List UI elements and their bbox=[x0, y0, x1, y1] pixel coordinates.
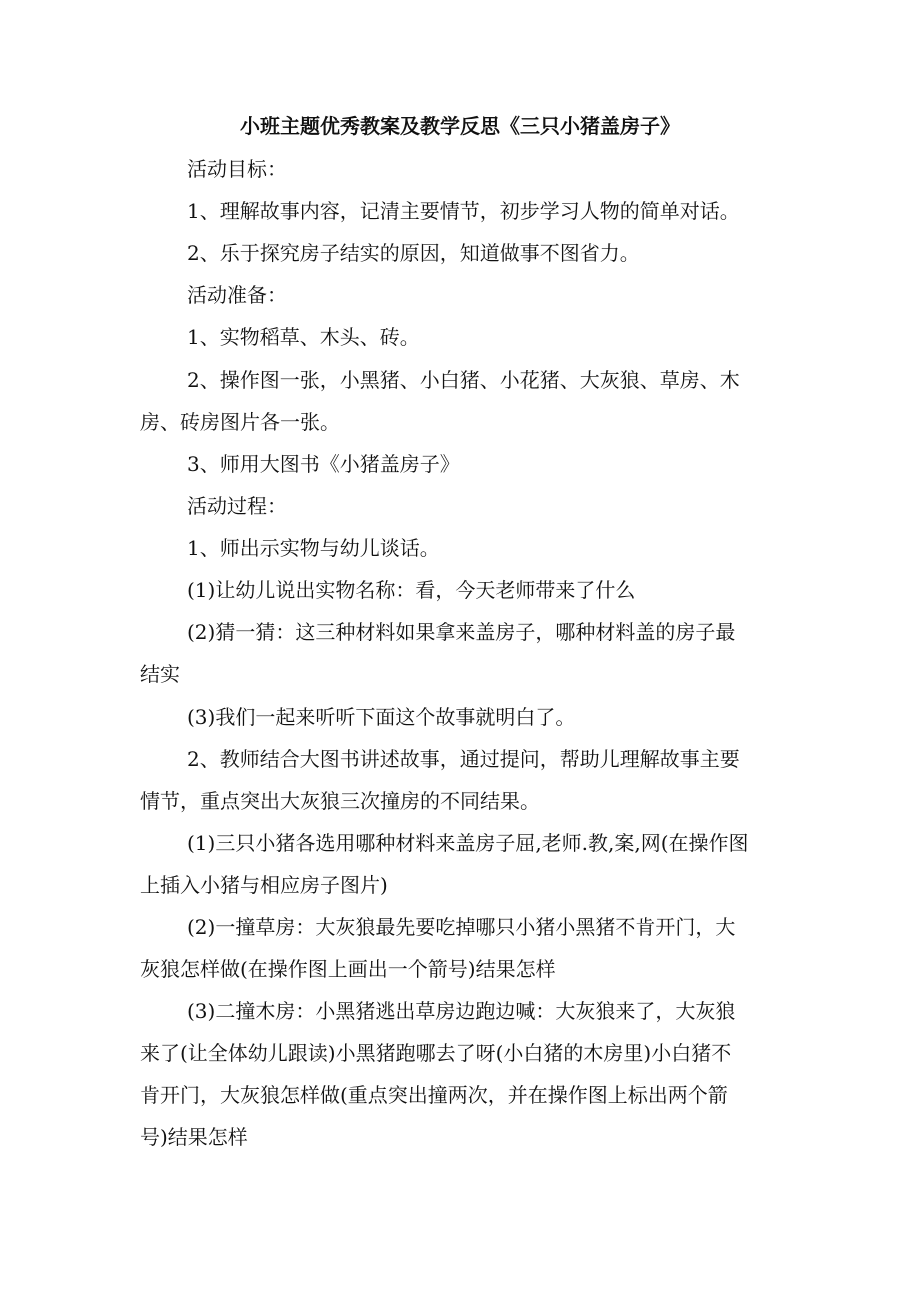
prep-item-1: 1、实物稻草、木头、砖。 bbox=[187, 325, 420, 349]
step-1-b-line-2: 结实 bbox=[140, 662, 180, 686]
step-1-b-line-1: (2)猜一猜：这三种材料如果拿来盖房子，哪种材料盖的房子最 bbox=[187, 620, 736, 644]
step-2-c-line-1: (3)二撞木房：小黑猪逃出草房边跑边喊：大灰狼来了，大灰狼 bbox=[187, 999, 736, 1023]
step-2-b-line-1: (2)一撞草房：大灰狼最先要吃掉哪只小猪小黑猪不肯开门，大 bbox=[187, 915, 736, 939]
goals-heading: 活动目标： bbox=[187, 157, 287, 181]
step-2-b-line-2: 灰狼怎样做(在操作图上画出一个箭号)结果怎样 bbox=[140, 957, 556, 981]
process-heading: 活动过程： bbox=[187, 494, 287, 518]
step-2-line-1: 2、教师结合大图书讲述故事，通过提问，帮助儿理解故事主要 bbox=[187, 747, 740, 771]
document-title: 小班主题优秀教案及教学反思《三只小猪盖房子》 bbox=[240, 114, 680, 138]
step-1-a: (1)让幼儿说出实物名称：看，今天老师带来了什么 bbox=[187, 578, 636, 602]
step-2-c-line-4: 号)结果怎样 bbox=[140, 1125, 248, 1149]
step-2-a-line-2: 上插入小猪与相应房子图片) bbox=[140, 873, 388, 897]
step-1: 1、师出示实物与幼儿谈话。 bbox=[187, 536, 440, 560]
goal-item-2: 2、乐于探究房子结实的原因，知道做事不图省力。 bbox=[187, 241, 640, 265]
prep-item-2-line-1: 2、操作图一张，小黑猪、小白猪、小花猪、大灰狼、草房、木 bbox=[187, 368, 740, 392]
step-2-c-line-2: 来了(让全体幼儿跟读)小黑猪跑哪去了呀(小白猪的木房里)小白猪不 bbox=[140, 1041, 732, 1065]
step-2-line-2: 情节，重点突出大灰狼三次撞房的不同结果。 bbox=[140, 789, 540, 813]
prep-item-3: 3、师用大图书《小猪盖房子》 bbox=[187, 452, 460, 476]
prep-heading: 活动准备： bbox=[187, 283, 287, 307]
prep-item-2-line-2: 房、砖房图片各一张。 bbox=[140, 410, 340, 434]
step-2-c-line-3: 肯开门，大灰狼怎样做(重点突出撞两次，并在操作图上标出两个箭 bbox=[140, 1083, 728, 1107]
goal-item-1: 1、理解故事内容，记清主要情节，初步学习人物的简单对话。 bbox=[187, 199, 740, 223]
step-2-a-line-1: (1)三只小猪各选用哪种材料来盖房子屈,老师.教,案,网(在操作图 bbox=[187, 831, 749, 855]
step-1-c: (3)我们一起来听听下面这个故事就明白了。 bbox=[187, 705, 576, 729]
